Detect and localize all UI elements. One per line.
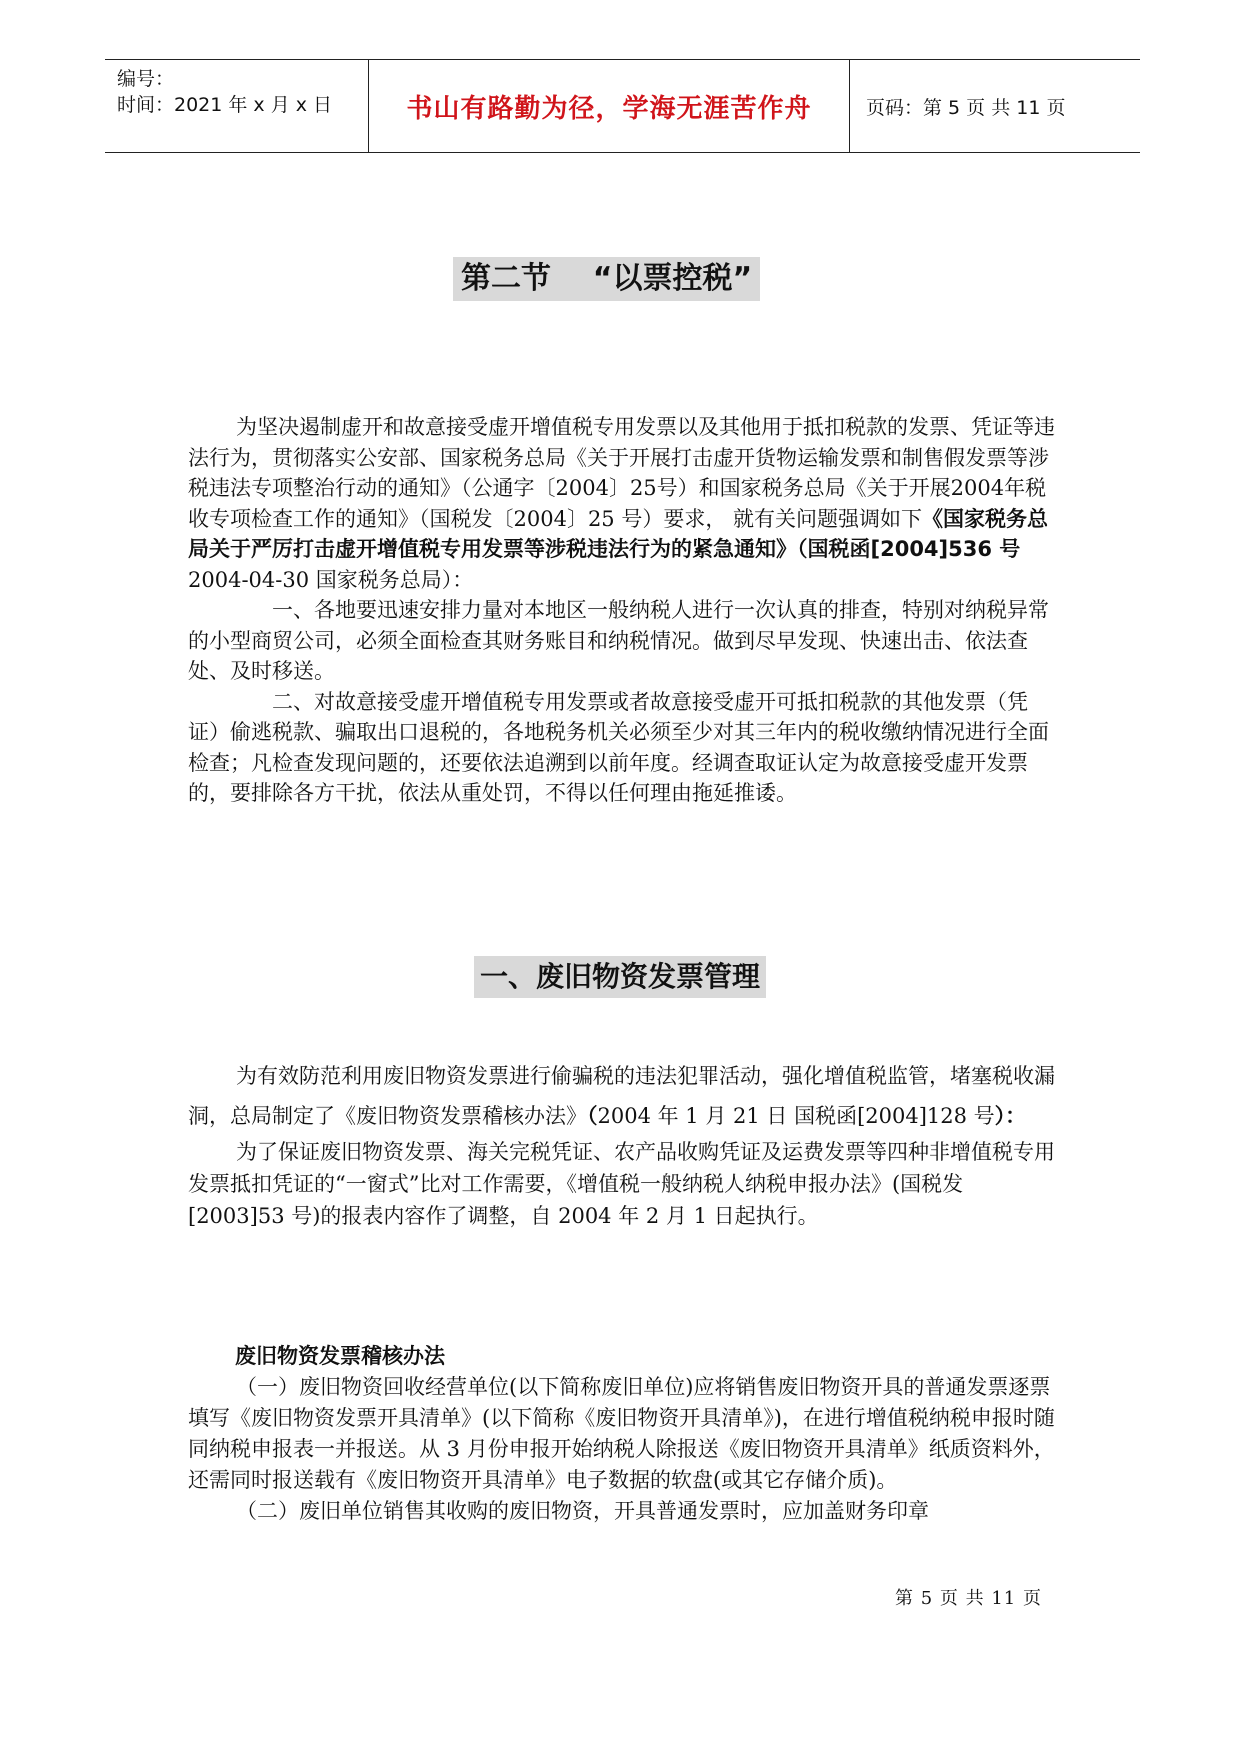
method-block: [188, 1372, 1058, 1527]
header-motto: 书山有路勤为径，学海无涯苦作舟: [406, 93, 812, 124]
waste-paragraph-1: [188, 1056, 1058, 1136]
intro-paragraph-1: [188, 412, 1058, 595]
document-time-label: 时间：2021 年 x 月 x 日: [117, 94, 333, 116]
header-page-number: 页码：第 5 页 共 11 页: [866, 96, 1066, 119]
intro-paragraph-2: 一、各地要迅速安排力量对本地区一般纳税人进行一次认真的排查，特别对纳税异常的小型商贸公司，必须全面检查其财务账目和纳税情况。做到尽早发现、快速出击、依法查处、及时移送。: [188, 598, 1049, 683]
intro-p1-notice-title: 《国家税务总局关于严厉打击虚开增值税专用发票等涉税违法行为的紧急通知》（国税函[2004]536 号: [188, 506, 1049, 561]
method-paragraph-1: （一）废旧物资回收经营单位(以下简称废旧单位)应将销售废旧物资开具的普通发票逐票填写《废旧物资发票开具清单》(以下简称《废旧物资开具清单》)，在进行增值税纳税申报时随同纳税申报表一并报送。从 3 月份申报开始纳税人除报送《废旧物资开具清单》纸质资料外，还需同时报送载有《废旧物资开具清单》电子数据的软盘(或其它存储介质)。: [188, 1375, 1055, 1492]
header-meta-cell: [105, 60, 368, 152]
document-number-label: 编号：: [117, 68, 175, 90]
header-motto-cell: [368, 60, 850, 152]
intro-p1-tail: 2004-04-30 国家税务总局）：: [188, 567, 474, 592]
method-title: 废旧物资发票稽核办法: [235, 1344, 445, 1368]
subsection-title: 一、废旧物资发票管理: [474, 956, 766, 998]
header-table: [105, 59, 1140, 153]
waste-p1-bracket-close: ）：: [994, 1104, 1027, 1128]
waste-p1-text: 为有效防范利用废旧物资发票进行偷骗税的违法犯罪活动，强化增值税监管，堵塞税收漏洞，总局制定了《废旧物资发票稽核办法》: [188, 1064, 1055, 1128]
page-footer: 第 5 页 共 11 页: [895, 1588, 1042, 1609]
waste-invoice-block: [188, 1056, 1058, 1232]
section-title: 第二节 “以票控税”: [453, 257, 760, 301]
waste-p1-doc-number: [2004]128 号: [857, 1104, 995, 1128]
header-page-cell: [850, 60, 1140, 152]
intro-p1-text: 为坚决遏制虚开和故意接受虚开增值税专用发票以及其他用于抵扣税款的发票、凭证等违法行为，贯彻落实公安部、国家税务总局《关于开展打击虚开货物运输发票和制售假发票等涉税违法专项整治行动的通知》（公通字〔2004〕25号）和国家税务总局《关于开展2004年税收专项检查工作的通知》（国税发〔2004〕25 号）要求， 就有关问题强调如下: [188, 415, 1055, 531]
waste-p1-bracket-open: （: [587, 1104, 598, 1128]
waste-p1-date: 2004 年 1 月 21 日 国税函: [597, 1104, 858, 1128]
method-paragraph-2: （二）废旧单位销售其收购的废旧物资，开具普通发票时，应加盖财务印章: [236, 1499, 929, 1523]
intro-block: [188, 412, 1058, 809]
intro-paragraph-3: 二、对故意接受虚开增值税专用发票或者故意接受虚开可抵扣税款的其他发票（凭证）偷逃税款、骗取出口退税的，各地税务机关必须至少对其三年内的税收缴纳情况进行全面检查；凡检查发现问题的，还要依法追溯到以前年度。经调查取证认定为故意接受虚开发票的，要排除各方干扰，依法从重处罚，不得以任何理由拖延推诿。: [188, 689, 1049, 805]
waste-paragraph-2: 为了保证废旧物资发票、海关完税凭证、农产品收购凭证及运费发票等四种非增值税专用发票抵扣凭证的“一窗式”比对工作需要，《增值税一般纳税人纳税申报办法》(国税发[2003]53 号)的报表内容作了调整，自 2004 年 2 月 1 日起执行。: [188, 1140, 1055, 1228]
